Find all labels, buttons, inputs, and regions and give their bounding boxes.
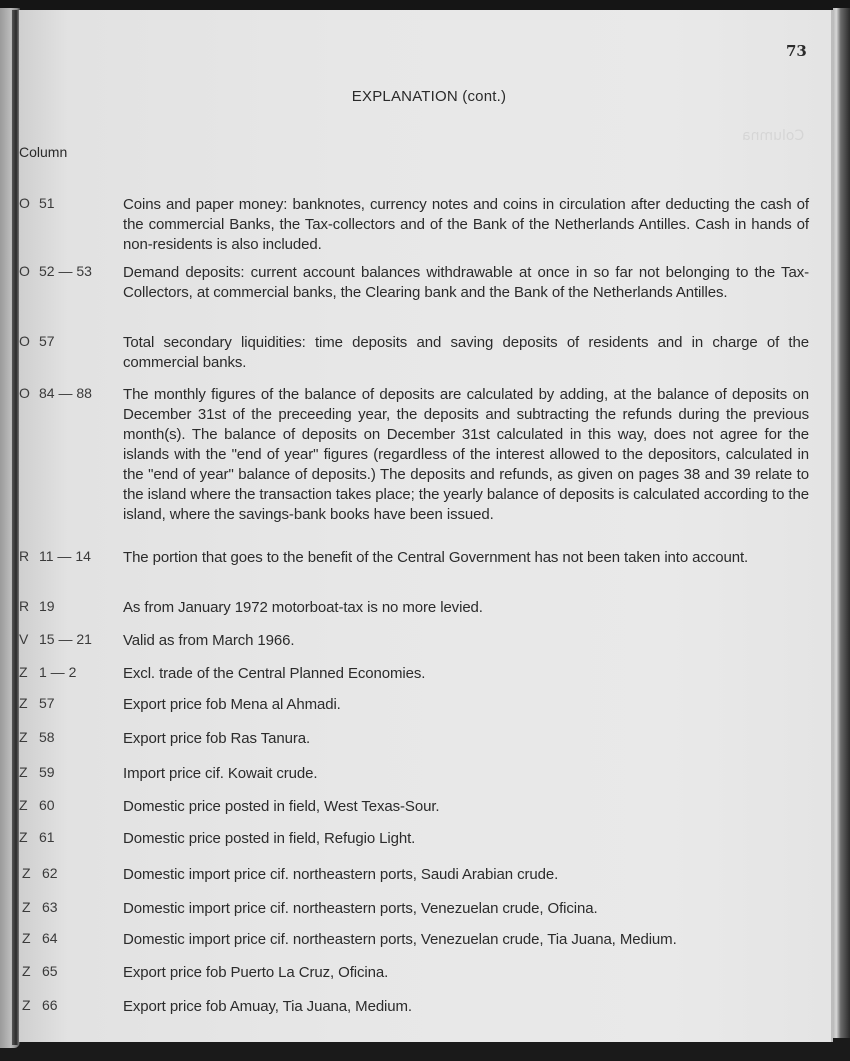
column-reference: Z 64 bbox=[22, 930, 58, 946]
entry-description: Domestic import price cif. northeastern ports, Venezuelan crude, Tia Juana, Medium. bbox=[123, 931, 677, 948]
entry-description: Valid as from March 1966. bbox=[123, 632, 295, 649]
entry-description: Total secondary liquidities: time deposits and saving deposits of residents and in charge of the commercial banks. bbox=[123, 334, 809, 371]
column-reference: Z 60 bbox=[19, 797, 55, 813]
entry-description: Domestic price posted in field, West Texas-Sour. bbox=[123, 798, 440, 815]
column-reference: Z 57 bbox=[19, 695, 55, 711]
entry-description: Import price cif. Kowait crude. bbox=[123, 765, 318, 782]
column-reference: V 15 — 21 bbox=[19, 631, 92, 647]
column-reference: Z 58 bbox=[19, 729, 55, 745]
entry-description: Export price fob Amuay, Tia Juana, Medium. bbox=[123, 998, 412, 1015]
document-page bbox=[19, 10, 833, 1042]
column-reference: Z 1 — 2 bbox=[19, 664, 77, 680]
page-number: 73 bbox=[786, 42, 807, 60]
column-header: Column bbox=[19, 144, 68, 160]
entry-description: Demand deposits: current account balances withdrawable at once in so far not belonging to the Tax-Collectors, at commercial banks, the Clearing bank and the Bank of the Netherlands Antilles. bbox=[123, 264, 809, 301]
entry-description: Domestic import price cif. northeastern ports, Venezuelan crude, Oficina. bbox=[123, 900, 598, 917]
column-reference: Z 66 bbox=[22, 997, 58, 1013]
entry-description: The portion that goes to the benefit of the Central Government has not been taken into account. bbox=[123, 549, 749, 566]
column-reference: Z 61 bbox=[19, 829, 55, 845]
entry-description: Excl. trade of the Central Planned Economies. bbox=[123, 665, 426, 682]
column-reference: Z 63 bbox=[22, 899, 58, 915]
entry-description: Domestic price posted in field, Refugio Light. bbox=[123, 830, 416, 847]
column-reference: O 52 — 53 bbox=[19, 263, 92, 279]
entry-description: As from January 1972 motorboat-tax is no more levied. bbox=[123, 599, 483, 616]
entry-description: Export price fob Puerto La Cruz, Oficina. bbox=[123, 964, 389, 981]
page-title: EXPLANATION (cont.) bbox=[351, 88, 507, 105]
entry-description: Export price fob Ras Tanura. bbox=[123, 730, 311, 747]
column-reference: O 57 bbox=[19, 333, 55, 349]
column-reference: O 51 bbox=[19, 195, 55, 211]
column-reference: Z 62 bbox=[22, 865, 58, 881]
column-reference: Z 59 bbox=[19, 764, 55, 780]
column-reference: Z 65 bbox=[22, 963, 58, 979]
entry-description: The monthly figures of the balance of deposits are calculated by adding, at the balance of deposits on December 31st of the preceeding year, the deposits and subtracting the refunds during the previous month(s). The balance of deposits on December 31st calculated in this way, does not agree for the islands with the "end of year" figures (regardless of the interest allowed to the depositors, calculated in the "end of year" balance of deposits.) The deposits and refunds, as given on pages 38 and 39 relate to the island where the transaction takes place; the yearly balance of deposits is calculated according to the island, where the savings-bank books have been issued. bbox=[123, 386, 809, 523]
bleed-through-text: Columna bbox=[742, 128, 805, 144]
entry-description: Export price fob Mena al Ahmadi. bbox=[123, 696, 341, 713]
page-stack-edge bbox=[833, 8, 850, 1038]
column-reference: R 11 — 14 bbox=[19, 548, 91, 564]
entry-description: Coins and paper money: banknotes, currency notes and coins in circulation after deducting the cash of the commercial Banks, the Tax-collectors and of the Bank of the Netherlands Antilles. Cash in hands of non-residents is also included. bbox=[123, 196, 809, 253]
book-gutter bbox=[12, 10, 19, 1045]
column-reference: O 84 — 88 bbox=[19, 385, 92, 401]
entry-description: Domestic import price cif. northeastern ports, Saudi Arabian crude. bbox=[123, 866, 559, 883]
column-reference: R 19 bbox=[19, 598, 55, 614]
